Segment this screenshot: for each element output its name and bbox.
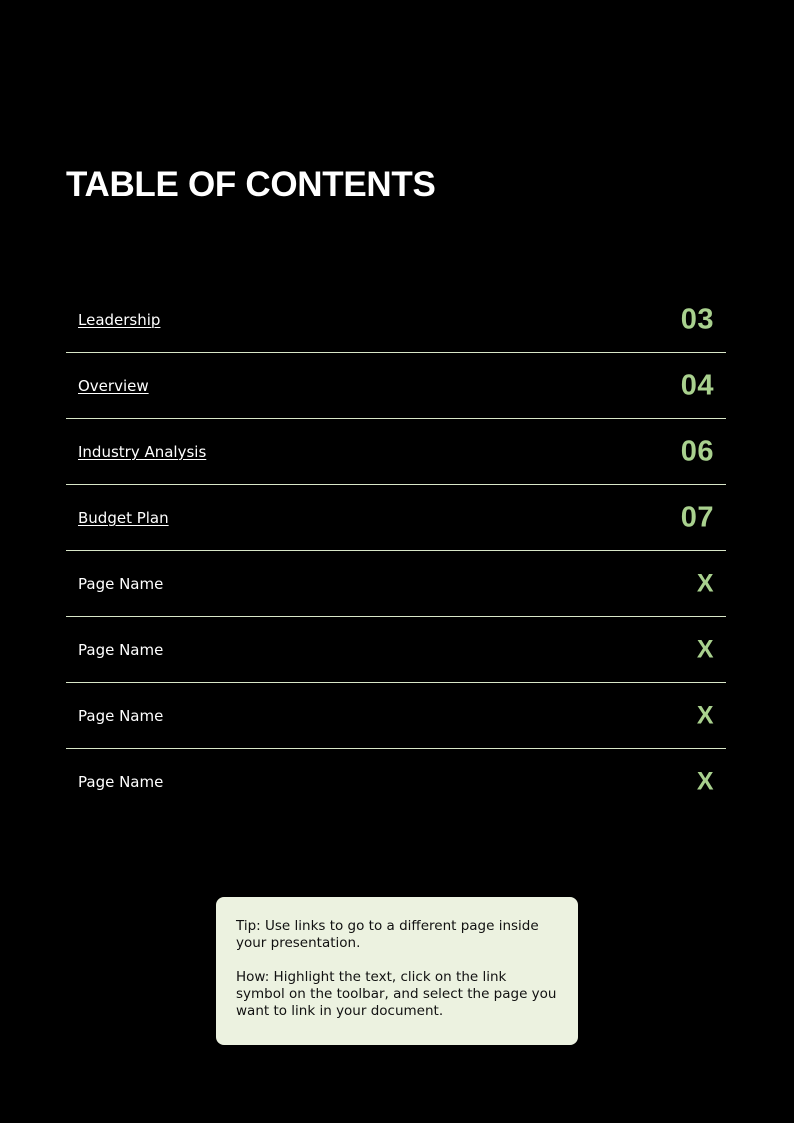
table-of-contents: [66, 287, 726, 815]
toc-page-number: 06: [680, 435, 714, 467]
toc-row-placeholder: [66, 683, 726, 749]
tip-box: [216, 897, 578, 1045]
toc-row-placeholder: [66, 551, 726, 617]
toc-row-leadership: [66, 287, 726, 353]
how-label: How:: [236, 969, 270, 985]
toc-row-industry-analysis: [66, 419, 726, 485]
toc-page-number: 03: [680, 303, 714, 335]
tip-paragraph: [236, 918, 558, 952]
toc-page-number: 04: [680, 369, 714, 401]
toc-link-overview[interactable]: Overview: [78, 376, 149, 395]
toc-label-placeholder: Page Name: [78, 640, 164, 659]
toc-page-number: X: [696, 635, 714, 663]
toc-row-budget-plan: [66, 485, 726, 551]
toc-page-number: X: [696, 767, 714, 796]
tip-text: Use links to go to a different page inside your presentation.: [236, 918, 539, 951]
toc-row-placeholder: [66, 749, 726, 815]
toc-link-budget-plan[interactable]: Budget Plan: [78, 508, 169, 527]
toc-page-number: X: [696, 569, 714, 597]
toc-label-placeholder: Page Name: [78, 706, 164, 725]
toc-label-placeholder: Page Name: [78, 574, 164, 593]
toc-page-number: 07: [680, 501, 714, 533]
page-title: TABLE OF CONTENTS: [66, 165, 436, 204]
tip-label: Tip:: [236, 918, 261, 934]
toc-page-number: X: [696, 701, 714, 729]
how-paragraph: [236, 969, 558, 1020]
toc-label-placeholder: Page Name: [78, 773, 164, 791]
toc-link-leadership[interactable]: Leadership: [78, 310, 161, 329]
toc-link-industry-analysis[interactable]: Industry Analysis: [78, 442, 207, 461]
toc-row-placeholder: [66, 617, 726, 683]
how-text: Highlight the text, click on the link symbol on the toolbar, and select the page you want to link in your document.: [236, 969, 557, 1019]
toc-row-overview: [66, 353, 726, 419]
